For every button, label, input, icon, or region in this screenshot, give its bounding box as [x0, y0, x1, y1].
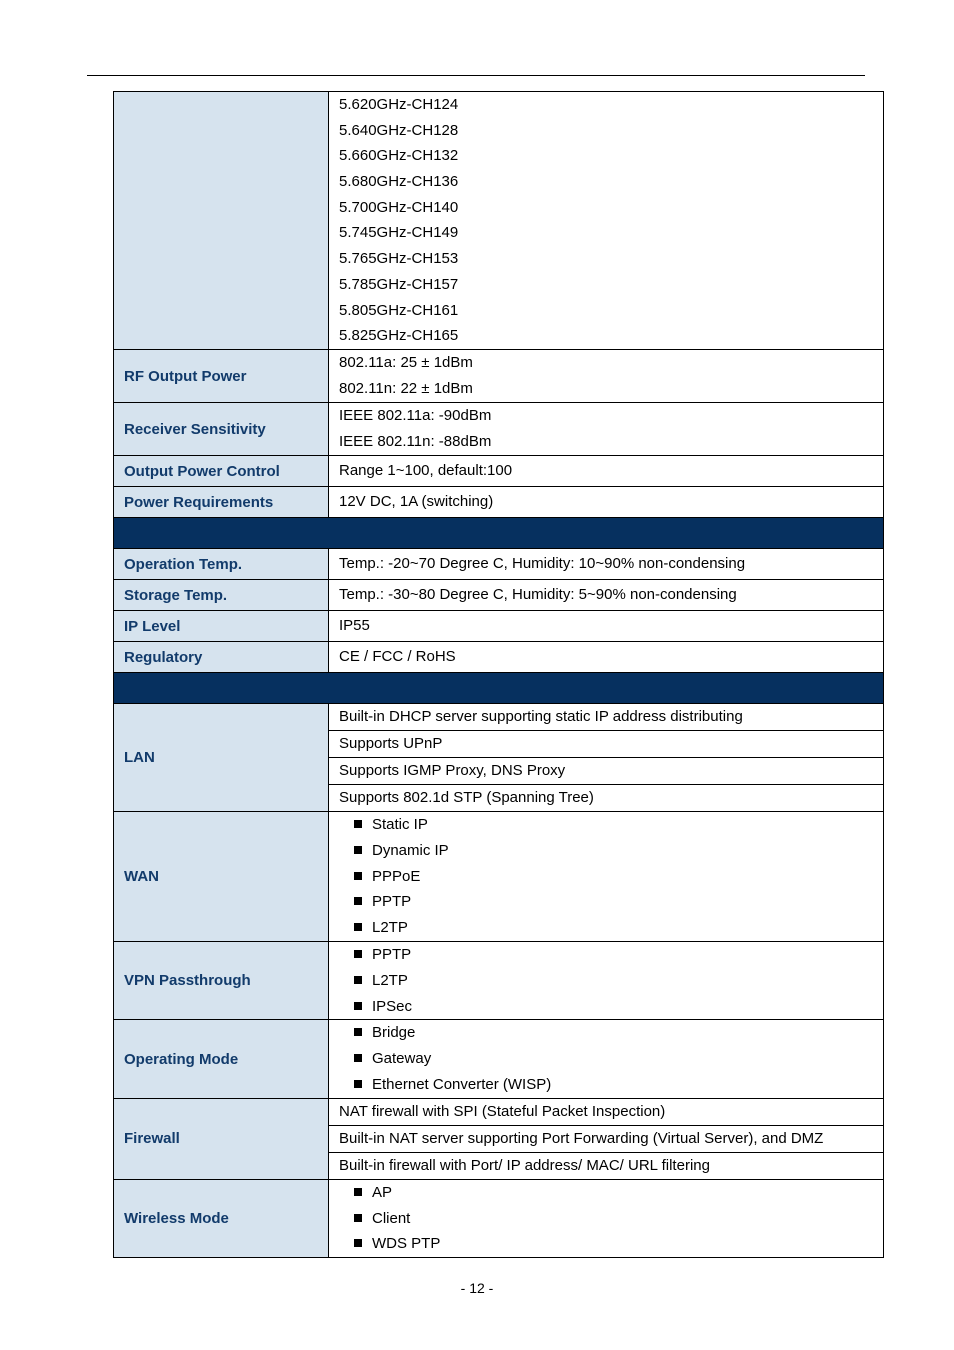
square-bullet-icon — [354, 923, 362, 931]
table-row-storage-temp — [114, 580, 884, 611]
table-row-receiver-sensitivity — [114, 403, 884, 456]
channel-item: 5.680GHz-CH136 — [339, 173, 459, 191]
list-item: Static IP — [329, 812, 883, 838]
page-number: - 12 - — [460, 1280, 494, 1296]
table-row-output-power-control — [114, 456, 884, 487]
firewall-value — [329, 1098, 884, 1179]
rf-output-power-value: 802.11a: 25 ± 1dBm 802.11n: 22 ± 1dBm — [329, 350, 884, 403]
operation-temp-label: Operation Temp. — [114, 549, 329, 580]
wan-label: WAN — [114, 812, 329, 942]
table-row-channels — [114, 92, 884, 350]
list-item: Built-in DHCP server supporting static IP address distributing — [339, 708, 743, 725]
lan-label: LAN — [114, 704, 329, 812]
square-bullet-icon — [354, 1028, 362, 1036]
receiver-sensitivity-value: IEEE 802.11a: -90dBm IEEE 802.11n: -88dBm — [329, 403, 884, 456]
channel-item: 5.785GHz-CH157 — [339, 275, 459, 293]
wan-value — [329, 812, 884, 942]
list-item: Supports IGMP Proxy, DNS Proxy — [329, 757, 883, 784]
receiver-sensitivity-label: Receiver Sensitivity — [114, 403, 329, 456]
channel-item: 5.620GHz-CH124 — [339, 96, 459, 113]
wireless-mode-label: Wireless Mode — [114, 1179, 329, 1257]
square-bullet-icon — [354, 846, 362, 854]
square-bullet-icon — [354, 1239, 362, 1247]
list-item: L2TP — [329, 915, 883, 941]
operation-temp-value: Temp.: -20~70 Degree C, Humidity: 10~90% non-condensing — [329, 549, 884, 580]
square-bullet-icon — [354, 1188, 362, 1196]
square-bullet-icon — [354, 1080, 362, 1088]
ip-level-label: IP Level — [114, 611, 329, 642]
channel-item: 5.805GHz-CH161 — [339, 301, 459, 319]
square-bullet-icon — [354, 976, 362, 984]
channels-label-cell — [114, 92, 329, 350]
list-item: Built-in firewall with Port/ IP address/ MAC/ URL filtering — [329, 1152, 883, 1179]
list-item: PPTP — [329, 942, 883, 968]
square-bullet-icon — [354, 820, 362, 828]
table-row-operating-mode — [114, 1020, 884, 1098]
list-item: IPSec — [329, 994, 883, 1020]
list-item: Dynamic IP — [329, 838, 883, 864]
table-row-lan — [114, 704, 884, 812]
regulatory-label: Regulatory — [114, 642, 329, 673]
header-rule — [87, 75, 865, 76]
storage-temp-label: Storage Temp. — [114, 580, 329, 611]
rf-output-power-label: RF Output Power — [114, 350, 329, 403]
list-item: Client — [329, 1206, 883, 1232]
operating-mode-label: Operating Mode — [114, 1020, 329, 1098]
vpn-passthrough-value — [329, 941, 884, 1019]
list-item: PPPoE — [329, 864, 883, 890]
vpn-passthrough-label: VPN Passthrough — [114, 941, 329, 1019]
channel-item: 5.745GHz-CH149 — [339, 224, 459, 242]
table-row-regulatory — [114, 642, 884, 673]
channel-item: 5.825GHz-CH165 — [339, 327, 459, 345]
table-row-operation-temp — [114, 549, 884, 580]
square-bullet-icon — [354, 897, 362, 905]
output-power-control-value: Range 1~100, default:100 — [329, 456, 884, 487]
ip-level-value: IP55 — [329, 611, 884, 642]
list-item: NAT firewall with SPI (Stateful Packet Inspection) — [339, 1102, 666, 1120]
operating-mode-value — [329, 1020, 884, 1098]
list-item: Supports 802.1d STP (Spanning Tree) — [329, 784, 883, 811]
regulatory-value: CE / FCC / RoHS — [329, 642, 884, 673]
square-bullet-icon — [354, 872, 362, 880]
list-item: AP — [329, 1180, 883, 1206]
table-row-power-requirements — [114, 487, 884, 518]
square-bullet-icon — [354, 1002, 362, 1010]
channel-item: 5.765GHz-CH153 — [339, 250, 459, 268]
firewall-label: Firewall — [114, 1098, 329, 1179]
power-requirements-value: 12V DC, 1A (switching) — [329, 487, 884, 518]
wireless-mode-value — [329, 1179, 884, 1257]
channel-item: 5.700GHz-CH140 — [339, 198, 459, 216]
storage-temp-value: Temp.: -30~80 Degree C, Humidity: 5~90% non-condensing — [329, 580, 884, 611]
list-item: WDS PTP — [329, 1231, 883, 1257]
list-item: PPTP — [329, 889, 883, 915]
table-row-rf-output-power — [114, 350, 884, 403]
channel-item: 5.660GHz-CH132 — [339, 147, 459, 165]
square-bullet-icon — [354, 950, 362, 958]
spec-table — [113, 91, 884, 1258]
output-power-control-label: Output Power Control — [114, 456, 329, 487]
channels-value-cell — [329, 92, 884, 350]
square-bullet-icon — [354, 1054, 362, 1062]
section-header-bar — [114, 518, 884, 549]
list-item: Bridge — [329, 1020, 883, 1046]
list-item: L2TP — [329, 968, 883, 994]
list-item: Supports UPnP — [329, 730, 883, 757]
channel-item: 5.640GHz-CH128 — [339, 121, 459, 139]
section-header-bar — [114, 673, 884, 704]
table-row-vpn-passthrough — [114, 941, 884, 1019]
table-row-wan — [114, 812, 884, 942]
list-item: Ethernet Converter (WISP) — [329, 1072, 883, 1098]
list-item: Gateway — [329, 1046, 883, 1072]
list-item: Built-in NAT server supporting Port Forwarding (Virtual Server), and DMZ — [329, 1125, 883, 1152]
table-row-ip-level — [114, 611, 884, 642]
table-row-firewall — [114, 1098, 884, 1179]
square-bullet-icon — [354, 1214, 362, 1222]
lan-value — [329, 704, 884, 812]
power-requirements-label: Power Requirements — [114, 487, 329, 518]
table-row-wireless-mode — [114, 1179, 884, 1257]
